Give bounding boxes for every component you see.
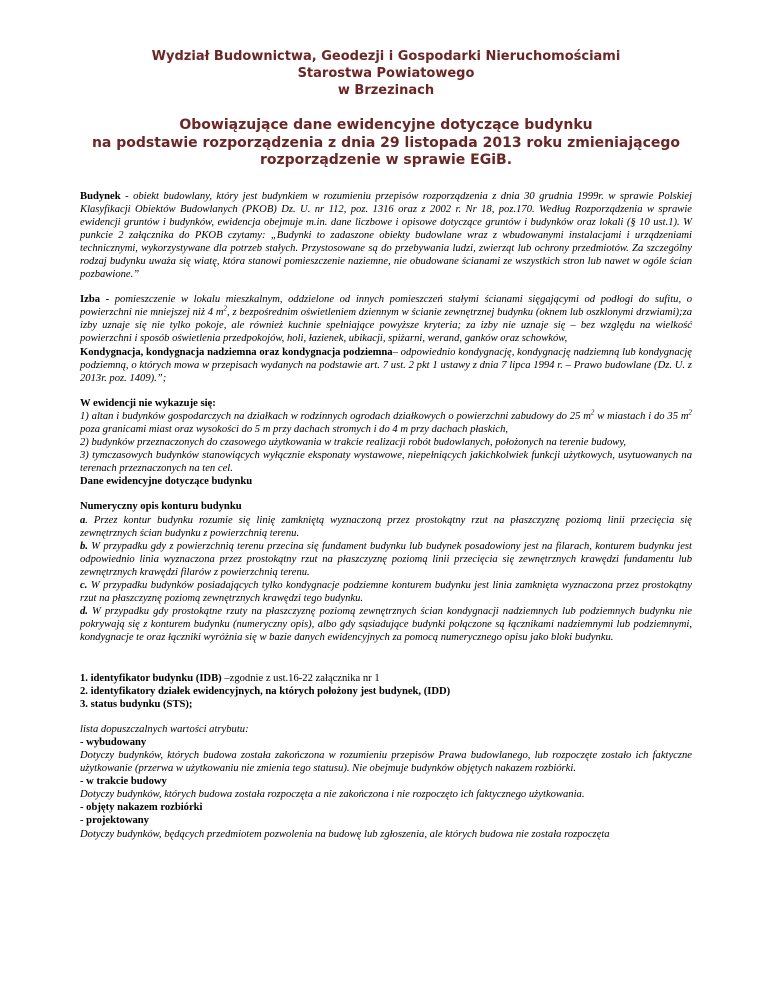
numeryczny-point-b: b. W przypadku gdy z powierzchnią terenu przecina się fundament budynku lub budynek posadowiony jest na filarach, konturem budynku jest odpowiednio linia wyznaczona przez prostokątny rzut na płaszczyznę poziomą linii przecięcia się zewnętrznych krawędzi fundamentu lub zewnętrznych krawędzi filarów z powierzchnią terenu. xyxy=(80,540,692,578)
list-item-sts: 3. status budynku (STS); xyxy=(80,698,193,710)
list-item-idd: 2. identyfikatory działek ewidencyjnych, na których położony jest budynek, (IDD) xyxy=(80,685,451,697)
exclusion-item-3: 3) tymczasowych budynków stanowiących wyłącznie eksponaty wystawowe, niepełniących jakichkolwiek funkcji użytkowych, usytuowanych na terenach przeznaczonych na ten cel. xyxy=(80,450,692,475)
izba-text-b: , z bezpośrednim oświetleniem dziennym w ścianie zewnętrznej budynku (oknem lub oszklonymi drzwiami);za izby uznaje się nie tylko pokoje, ale również kuchnie spełniające powyższe kryteria; za izby nie uznaje się – bez względu na wielkość powierzchni i sposób oświetlenia przedpokojów, holi, łazienek, ubikacji, spiżarni, werand, ganków oraz schowków, xyxy=(80,307,692,345)
izba-kondygnacja-block xyxy=(80,293,692,385)
title-line-2: na podstawie rozporządzenia z dnia 29 listopada 2013 roku zmieniającego xyxy=(91,134,681,151)
kondygnacja-text: – odpowiednio kondygnację, kondygnację nadziemną lub kondygnację podziemną, o których mowa w przepisach wydanych na podstawie art. 7 ust. 2 pkt 1 ustawy z dnia 7 lipca 1994 r. – Prawo budowlane (Dz. U. z 2013r. poz. 1409).”; xyxy=(80,346,692,384)
budynek-term: Budynek xyxy=(80,190,121,202)
numeryczny-section xyxy=(80,500,692,644)
numeryczny-point-a: a. Przez kontur budynku rozumie się linię zamkniętą wyznaczoną przez prostokątny rzut na płaszczyznę poziomą linii przecięcia się zewnętrznych ścian budynku z powierzchnią terenu. xyxy=(80,514,692,539)
exclusions-section xyxy=(80,397,692,476)
izba-sup: 2 xyxy=(223,304,228,313)
kondygnacja-term: Kondygnacja, kondygnacja nadziemna oraz kondygnacja podziemna xyxy=(80,346,393,358)
izba-text-a: pomieszczenie w lokalu mieszkalnym, oddzielone od innych pomieszczeń stałymi ścianami sięgającymi od podłogi do sufitu, o powierzchni nie mniejszej niż 4 m xyxy=(80,294,692,319)
numeryczny-heading: Numeryczny opis konturu budynku xyxy=(80,501,242,513)
izba-definition xyxy=(80,293,692,345)
dane-heading: Dane ewidencyjne dotyczące budynku xyxy=(80,476,253,488)
status-w-trakcie-desc: Dotyczy budynków, których budowa została rozpoczęta a nie zakończona i nie rozpoczęto ich faktycznego użytkowania. xyxy=(80,789,585,801)
document-body xyxy=(80,190,692,841)
office-header xyxy=(80,48,692,99)
document-title xyxy=(80,117,692,170)
status-projektowany: - projektowany xyxy=(80,815,149,827)
numeryczny-point-c: c. W przypadku budynków posiadających tylko kondygnacje podziemne konturem budynku jest linia zamknięta wyznaczona przez prostokątny rzut na płaszczyznę poziomą zewnętrznych krawędzi tego budynku. xyxy=(80,580,692,605)
budynek-definition xyxy=(80,190,692,282)
status-projektowany-desc: Dotyczy budynków, będących przedmiotem pozwolenia na budowę lub zgłoszenia, ale których budowa nie została rozpoczęta xyxy=(80,828,610,840)
office-location: w Brzezinach xyxy=(337,83,435,98)
exclusion-item-2: 2) budynków przeznaczonych do czasowego użytkowania w trakcie realizacji robót budowlanych, położonych na terenie budowy, xyxy=(80,437,627,449)
status-w-trakcie: - w trakcie budowy xyxy=(80,776,167,788)
izba-term: Izba - xyxy=(80,294,110,306)
kondygnacja-definition xyxy=(80,346,692,385)
status-intro: lista dopuszczalnych wartości atrybutu: xyxy=(80,723,249,735)
office-starostwo: Starostwa Powiatowego xyxy=(297,66,475,81)
status-values xyxy=(80,723,692,841)
status-rozbiorka: - objęty nakazem rozbiórki xyxy=(80,802,203,814)
attributes-list xyxy=(80,672,692,711)
budynek-text: - obiekt budowlany, który jest budynkiem w rozumieniu przepisów rozporządzenia z dnia 30 grudnia 1999r. w sprawie Polskiej Klasyfikacji Obiektów Budowlanych (PKOB) Dz. U. nr 112, poz. 1316 oraz z 2002 r. Nr 18, poz.170. Według Rozporządzenia w sprawie ewidencji gruntów i budynków, ewidencja obejmuje m.in. dane liczbowe i opisowe dotyczące gruntów i budynków oraz lokali (§ 10 ust.1). W punkcie 2 załącznika do PKOB czytamy: „Budynki to zadaszone obiekty budowlane wraz z wbudowanymi instalacjami i urządzeniami technicznymi, wykorzystywane dla potrzeb stałych. Przystosowane są do przebywania ludzi, zwierząt lub ochrony przedmiotów. Za szczególny rodzaj budynku uważa się wiatę, która stanowi pomieszczenie naziemne, nie obudowane ścianami ze wszystkich stron lub nawet w ogóle ścian pozbawione.” xyxy=(80,190,692,281)
document-page xyxy=(80,48,692,841)
exclusions-heading: W ewidencji nie wykazuje się: xyxy=(80,397,216,409)
status-wybudowany-desc: Dotyczy budynków, których budowa została zakończona w rozumieniu przepisów Prawa budowlanego, lub rozpoczęte zostało ich faktyczne użytkowanie (przerwa w użytkowaniu nie zmienia tego statusu). Nie obejmuje budynków objętych nakazem rozbiórki. xyxy=(80,749,692,775)
numeryczny-point-d: d. W przypadku gdy prostokątne rzuty na płaszczyznę poziomą zewnętrznych ścian kondygnacji nadziemnych lub podziemnych budynku nie pokrywają się z konturem budynku (numeryczny opis), albo gdy sąsiadujące budynki połączone są łącznikami nadziemnymi lub podziemnymi, kondygnacje te oraz łączniki wyróżnia się w bazie danych ewidencyjnych za pomocą numerycznego opisu jako bloki budynku. xyxy=(80,606,692,644)
status-wybudowany: - wybudowany xyxy=(80,736,147,748)
exclusion-item-1: 1) altan i budynków gospodarczych na działkach w rodzinnych ogrodach działkowych o powierzchni zabudowy do 25 $m^2$ w miastach i do 35 $m^2$ poza granicami miast oraz wysokości do 5 m przy dachach stromych i do 4 m przy dachach płaskich, xyxy=(80,408,692,435)
title-line-1: Obowiązujące dane ewidencyjne dotyczące budynku xyxy=(179,117,593,133)
office-name: Wydział Budownictwa, Geodezji i Gospodarki Nieruchomościami xyxy=(151,49,621,64)
list-item-idb: 1. identyfikator budynku (IDB) –zgodnie z ust.16-22 załącznika nr 1 xyxy=(80,672,380,684)
title-line-3: rozporządzenie w sprawie EGiB. xyxy=(259,152,513,168)
